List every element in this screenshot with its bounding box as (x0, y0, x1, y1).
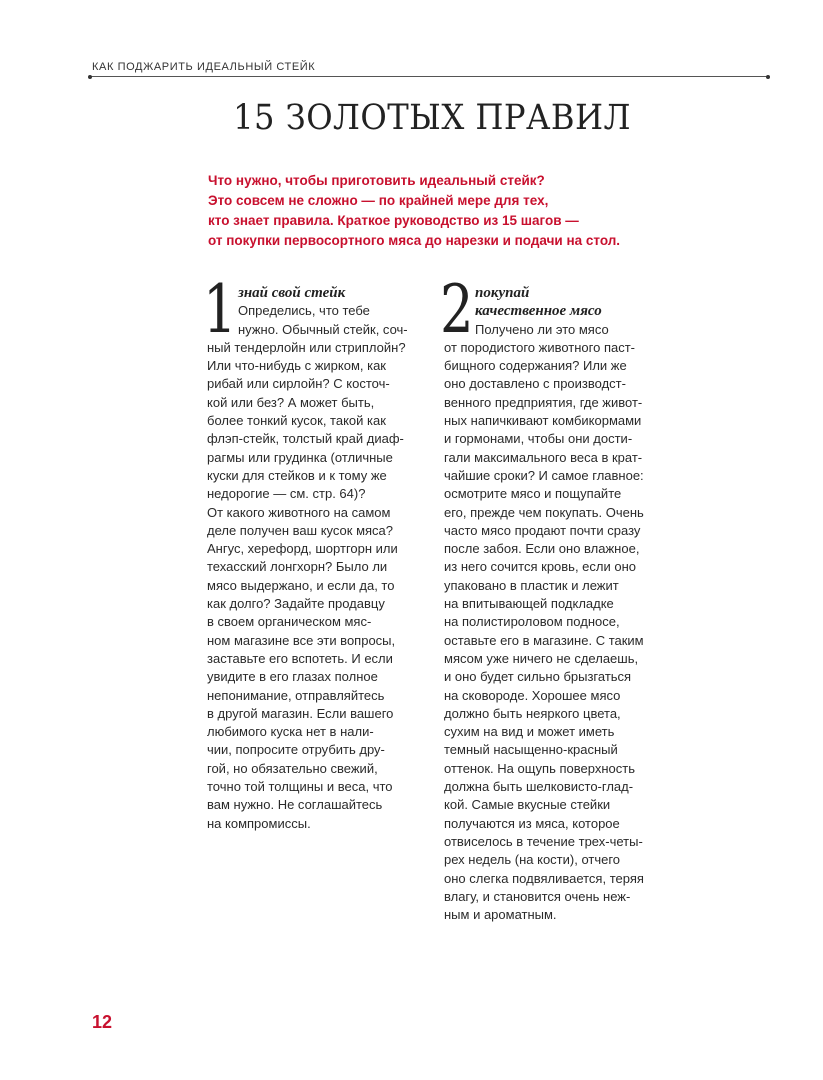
body-line: куски для стейков и к тому же (207, 467, 387, 483)
rule-heading: покупай (475, 285, 530, 301)
body-line: на компромиссы. (207, 815, 311, 831)
body-line: оно слегка подвяливается, теряя (444, 870, 644, 886)
rule-2-column (440, 271, 659, 924)
body-line: в другой магазин. Если вашего (207, 705, 394, 721)
body-line: мясом уже ничего не сделаешь, (444, 650, 639, 666)
body-line: рибай или сирлойн? С косточ- (207, 376, 390, 392)
body-line: получаются из мяса, которое (444, 815, 620, 831)
drop-numeral: 1 (203, 271, 237, 348)
body-line: чии, попросите отрубить дру- (207, 742, 385, 758)
body-line: более тонкий кусок, такой как (207, 413, 386, 429)
body-line: нужно. Обычный стейк, соч- (238, 321, 408, 337)
body-line: мясо выдержано, и если да, то (207, 577, 395, 593)
body-line: деле получен ваш кусок мяса? (207, 522, 394, 538)
body-line: вам нужно. Не соглашайтесь (207, 797, 383, 813)
rule-1-column (203, 271, 422, 833)
body-line: техасский лонгхорн? Было ли (207, 559, 388, 575)
body-line: и гормонами, чтобы они дости- (444, 431, 633, 447)
body-line: точно той толщины и веса, что (207, 779, 393, 795)
body-line: сухим на вид и может иметь (444, 724, 615, 740)
body-line: Или что-нибудь с жирком, как (207, 358, 386, 374)
drop-numeral: 2 (440, 271, 474, 348)
intro-line: от покупки первосортного мяса до нарезки и подачи на стол. (208, 233, 621, 248)
body-line: Определись, что тебе (238, 303, 370, 319)
body-line: кой или без? А может быть, (207, 394, 375, 410)
running-head: КАК ПОДЖАРИТЬ ИДЕАЛЬНЫЙ СТЕЙК (92, 61, 316, 73)
body-line: его, прежде чем покупать. Очень (444, 504, 644, 520)
body-line: из него сочится кровь, если оно (444, 559, 637, 575)
body-line: на сковороде. Хорошее мясо (444, 687, 621, 703)
body-line: оставьте его в магазине. С таким (444, 632, 644, 648)
body-line: венного предприятия, где живот- (444, 394, 643, 410)
body-line: гой, но обязательно свежий, (207, 760, 378, 776)
body-line: от породистого животного паст- (444, 339, 636, 355)
body-line: любимого куска нет в нали- (207, 724, 374, 740)
body-line: на полистироловом подносе, (444, 614, 620, 630)
body-line: заставьте его вспотеть. И если (207, 650, 393, 666)
body-line: должно быть неяркого цвета, (444, 705, 621, 721)
intro-lead (208, 171, 620, 251)
body-line: рагмы или грудинка (отличные (207, 449, 393, 465)
body-line: в своем органическом мяс- (207, 614, 372, 630)
body-line: чайшие сроки? И самое главное: (444, 467, 644, 483)
body-line: кой. Самые вкусные стейки (444, 797, 611, 813)
body-line: Ангус, херефорд, шортгорн или (207, 541, 398, 557)
intro-line: Это совсем не сложно — по крайней мере для тех, (208, 193, 549, 208)
body-line: как долго? Задайте продавцу (207, 596, 385, 612)
intro-line: Что нужно, чтобы приготовить идеальный стейк? (208, 173, 545, 188)
rule-heading: знай свой стейк (238, 285, 346, 301)
header-rule (90, 76, 768, 77)
body-line: ным и ароматным. (444, 907, 557, 923)
rule-heading: качественное мясо (475, 303, 602, 320)
body-line: флэп-стейк, толстый край диаф- (207, 431, 404, 447)
body-line: ный тендерлойн или стриплойн? (207, 339, 406, 355)
body-line: после забоя. Если оно влажное, (444, 541, 640, 557)
body-line: темный насыщенно-красный (444, 742, 618, 758)
body-line: ном магазине все эти вопросы, (207, 632, 396, 648)
body-line: недорогие — см. стр. 64)? (207, 486, 366, 502)
body-line: и оно будет сильно брызгаться (444, 669, 632, 685)
body-line: непонимание, отправляйтесь (207, 687, 385, 703)
body-line: должна быть шелковисто-глад- (444, 779, 634, 795)
body-line: упаковано в пластик и лежит (444, 577, 619, 593)
body-line: влагу, и становится очень неж- (444, 888, 631, 904)
body-line: на впитывающей подкладке (444, 596, 614, 612)
body-line: увидите в его глазах полное (207, 669, 378, 685)
body-line: оно доставлено с производст- (444, 376, 626, 392)
body-line: осмотрите мясо и пощупайте (444, 486, 622, 502)
intro-line: кто знает правила. Краткое руководство из 15 шагов — (208, 213, 579, 228)
body-line: рех недель (на кости), отчего (444, 852, 621, 868)
body-line: часто мясо продают почти сразу (444, 522, 641, 538)
body-line: оттенок. На ощупь поверхность (444, 760, 635, 776)
body-line: Получено ли это мясо (475, 321, 609, 337)
body-line: ных напичкивают комбикормами (444, 413, 642, 429)
page-title: 15 ЗОЛОТЫХ ПРАВИЛ (233, 98, 631, 138)
body-line: гали максимального веса в крат- (444, 449, 643, 465)
body-line: От какого животного на самом (207, 504, 391, 520)
body-line: отвиселось в течение трех-четы- (444, 833, 643, 849)
page-number: 12 (92, 1012, 113, 1032)
body-line: бищного содержания? Или же (444, 358, 627, 374)
